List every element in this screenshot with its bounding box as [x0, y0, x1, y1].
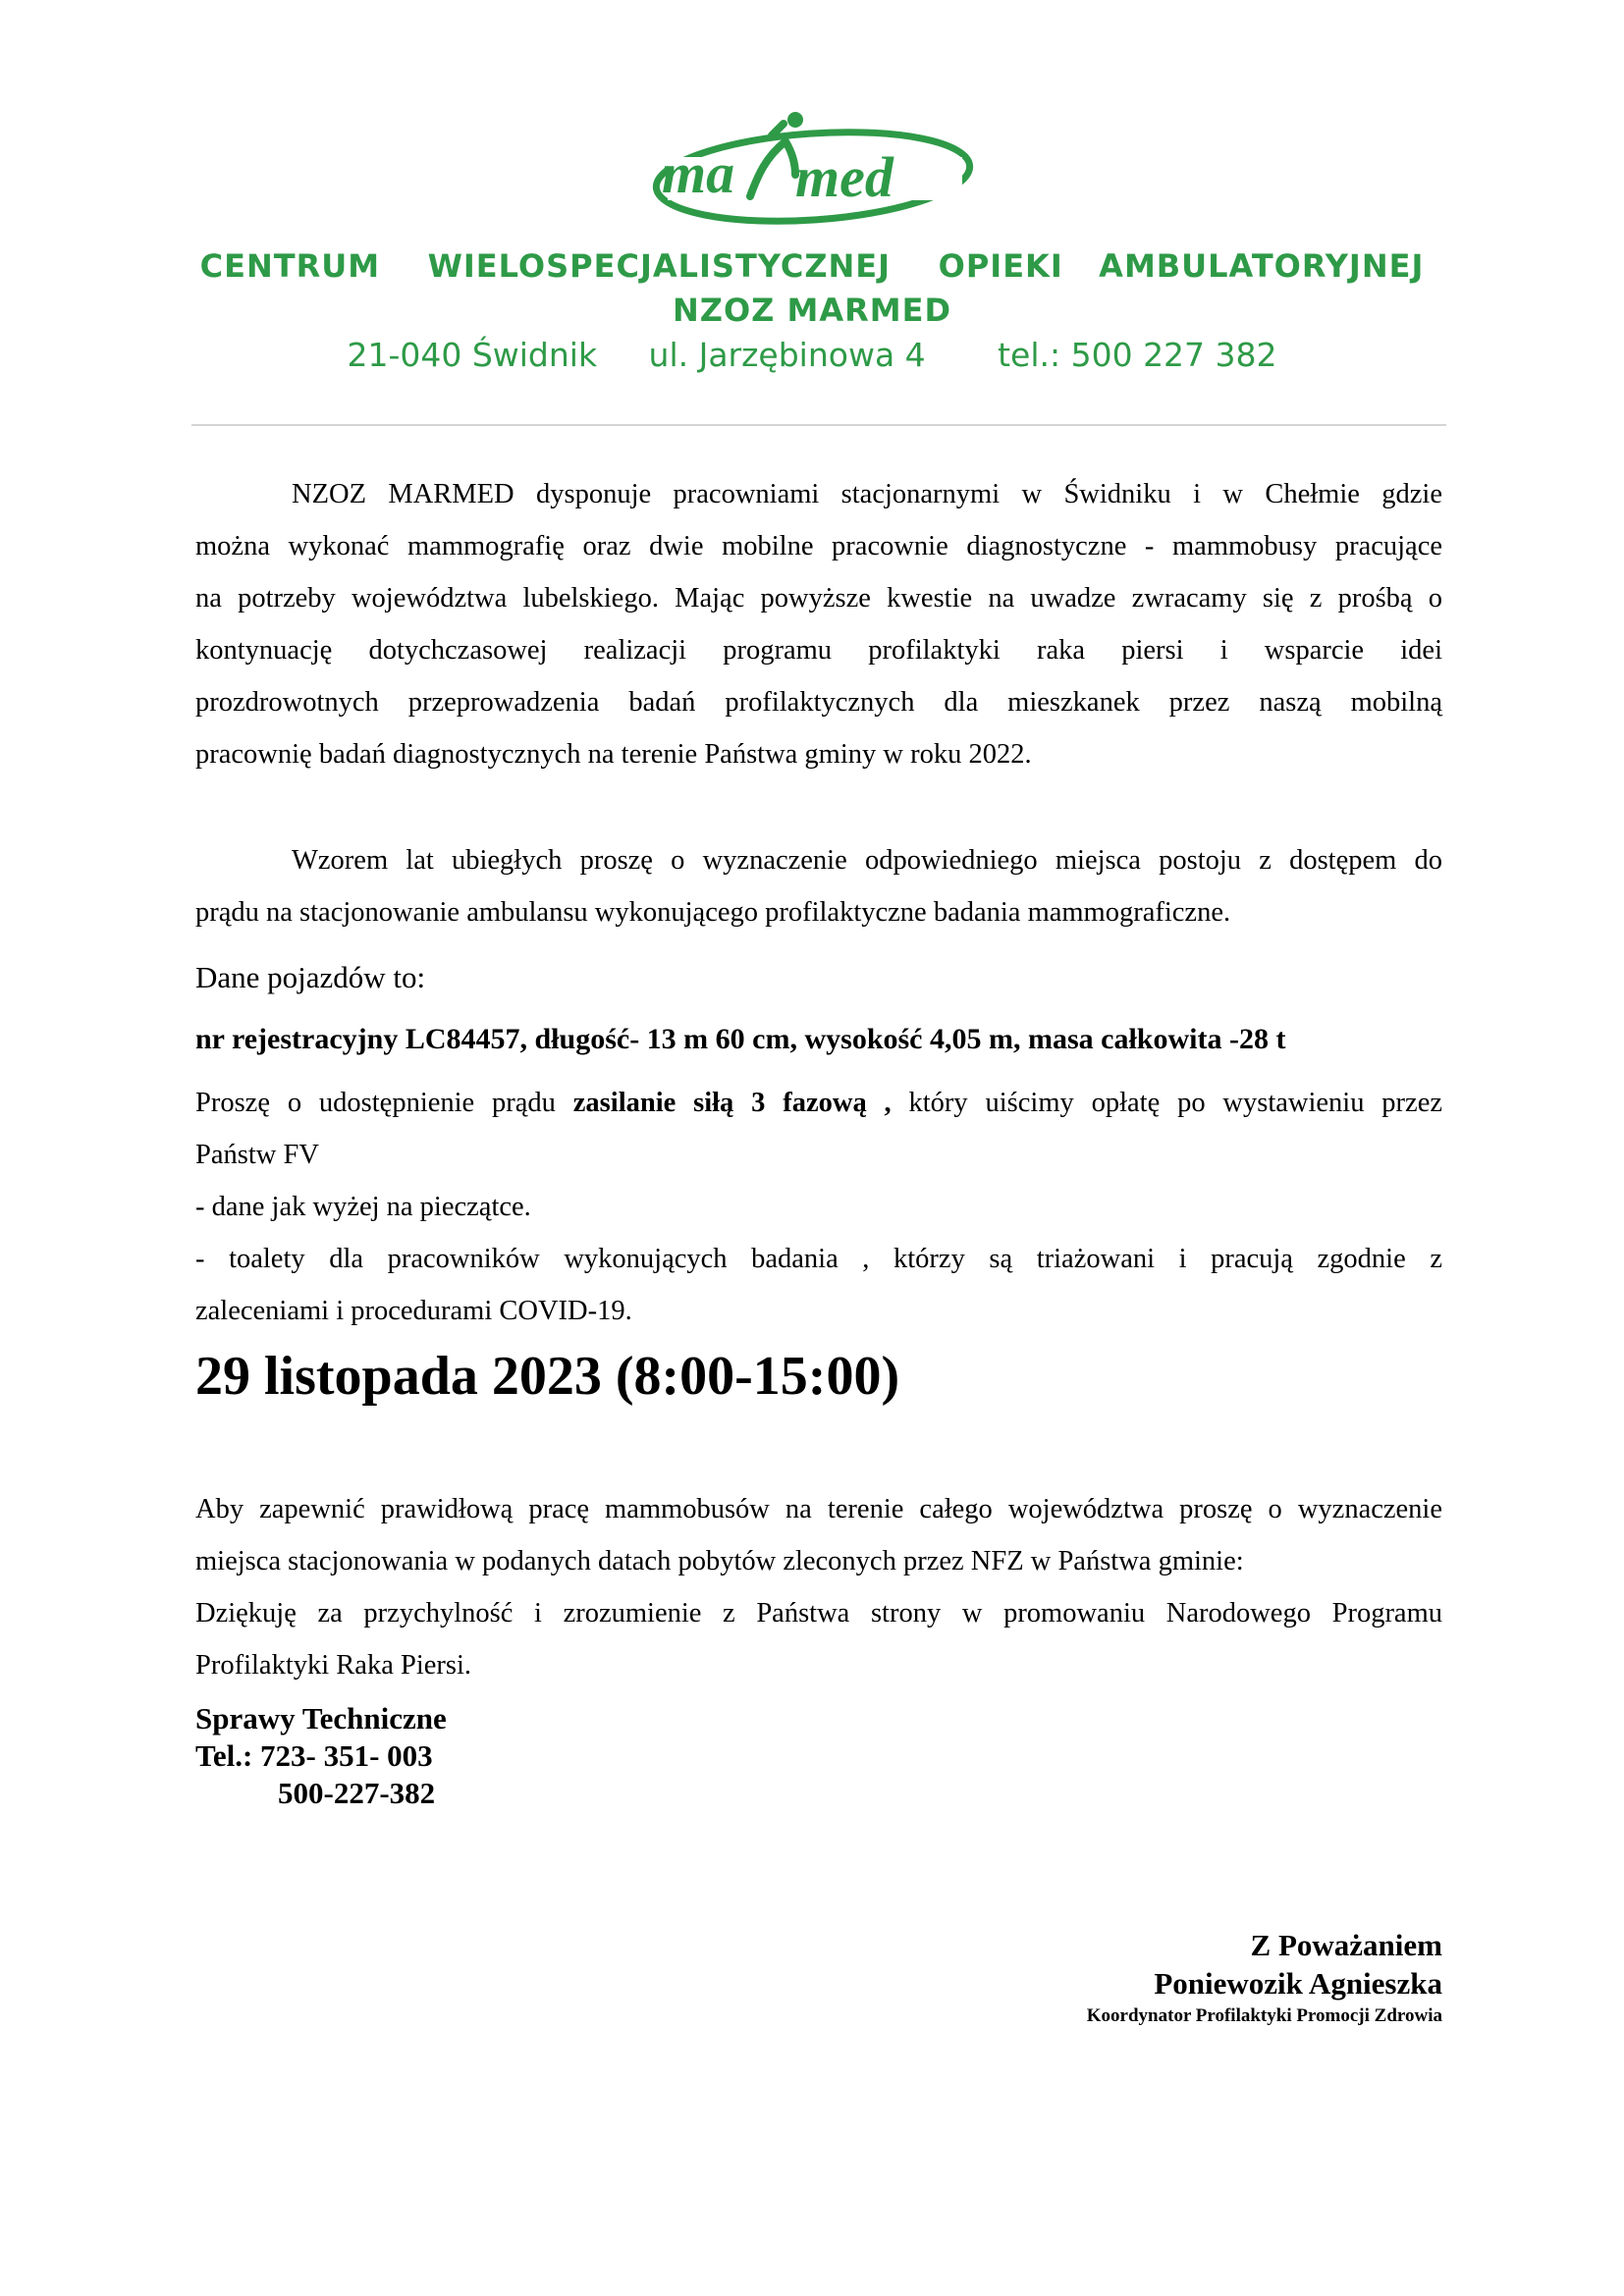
text-line: można wykonać mammografię oraz dwie mobilne pracownie diagnostyczne - mammobusy pracujące: [195, 531, 1442, 561]
technical-title: Sprawy Techniczne: [195, 1701, 447, 1735]
intro-paragraph: [195, 468, 1442, 780]
signature-role: Koordynator Profilaktyki Promocji Zdrowia: [1086, 2005, 1442, 2026]
vehicle-details: nr rejestracyjny LC84457, długość- 13 m 60 cm, wysokość 4,05 m, masa całkowita -28 t: [195, 1023, 1286, 1055]
text-line: na potrzeby województwa lubelskiego. Mając powyższe kwestie na uwadze zwracamy się z prośbą o: [195, 583, 1442, 614]
technical-contact: [195, 1700, 447, 1812]
text-line: Profilaktyki Raka Piersi.: [195, 1650, 472, 1681]
header-organization: NZOZ MARMED: [672, 292, 952, 329]
marmed-logo: [648, 106, 982, 229]
text-line: miejsca stacjonowania w podanych datach pobytów zleconych przez NFZ w Państwa gminie:: [195, 1546, 1244, 1576]
signature-name: Poniewozik Agnieszka: [1154, 1966, 1442, 2001]
text-line: kontynuację dotychczasowej realizacji programu profilaktyki raka piersi i wsparcie idei: [195, 635, 1442, 666]
power-request-post: który uiścimy opłatę po wystawieniu przez: [891, 1088, 1442, 1118]
requirements-block: [195, 1077, 1442, 1337]
text-line: prozdrowotnych przeprowadzenia badań profilaktycznych dla mieszkanek przez naszą mobilną: [195, 687, 1442, 718]
list-item: - dane jak wyżej na pieczątce.: [195, 1192, 531, 1222]
signature-greeting: Z Poważaniem: [1250, 1928, 1442, 1962]
logo-dot-icon: [787, 112, 803, 128]
technical-phone-2: 500-227-382: [278, 1776, 436, 1810]
list-item: - toalety dla pracowników wykonujących badania , którzy są triażowani i pracują zgodnie z: [195, 1244, 1442, 1274]
text-line: pracownię badań diagnostycznych na terenie Państwa gminy w roku 2022.: [195, 739, 1032, 770]
closing-paragraph: [195, 1483, 1442, 1691]
text-line: Wzorem lat ubiegłych proszę o wyznaczenie odpowiedniego miejsca postoju z dostępem do: [292, 845, 1442, 876]
vehicle-intro: Dane pojazdów to:: [195, 960, 426, 994]
text-line: prądu na stacjonowanie ambulansu wykonującego profilaktyczne badania mammograficzne.: [195, 897, 1231, 928]
signature-block: [1087, 1926, 1442, 2030]
power-request-line: [195, 1077, 1442, 1129]
text-line: NZOZ MARMED dysponuje pracowniami stacjonarnymi w Świdniku i w Chełmie gdzie: [292, 479, 1442, 509]
power-request-pre: Proszę o udostępnienie prądu: [195, 1088, 573, 1118]
header-divider: [191, 424, 1446, 426]
text-line: Aby zapewnić prawidłową pracę mammobusów na terenie całego województwa proszę o wyznaczenie: [195, 1494, 1442, 1524]
header-address: 21-040 Świdnik ul. Jarzębinowa 4 tel.: 500 227 382: [347, 336, 1277, 374]
technical-phone-1: Tel.: 723- 351- 003: [195, 1738, 433, 1773]
header-center-name: CENTRUM WIELOSPECJALISTYCZNEJ OPIEKI AMBULATORYJNEJ: [199, 247, 1425, 285]
logo-text-left: ma: [662, 141, 735, 205]
text-line: Państw FV: [195, 1140, 319, 1170]
logo-text-right: med: [795, 145, 893, 209]
text-line: Dziękuję za przychylność i zrozumienie z Państwa strony w promowaniu Narodowego Programu: [195, 1598, 1442, 1629]
text-line: zaleceniami i procedurami COVID-19.: [195, 1296, 632, 1326]
request-paragraph: [195, 834, 1442, 938]
power-request-bold: zasilanie siłą 3 fazową ,: [572, 1088, 892, 1118]
visit-date: 29 listopada 2023 (8:00-15:00): [195, 1346, 900, 1407]
